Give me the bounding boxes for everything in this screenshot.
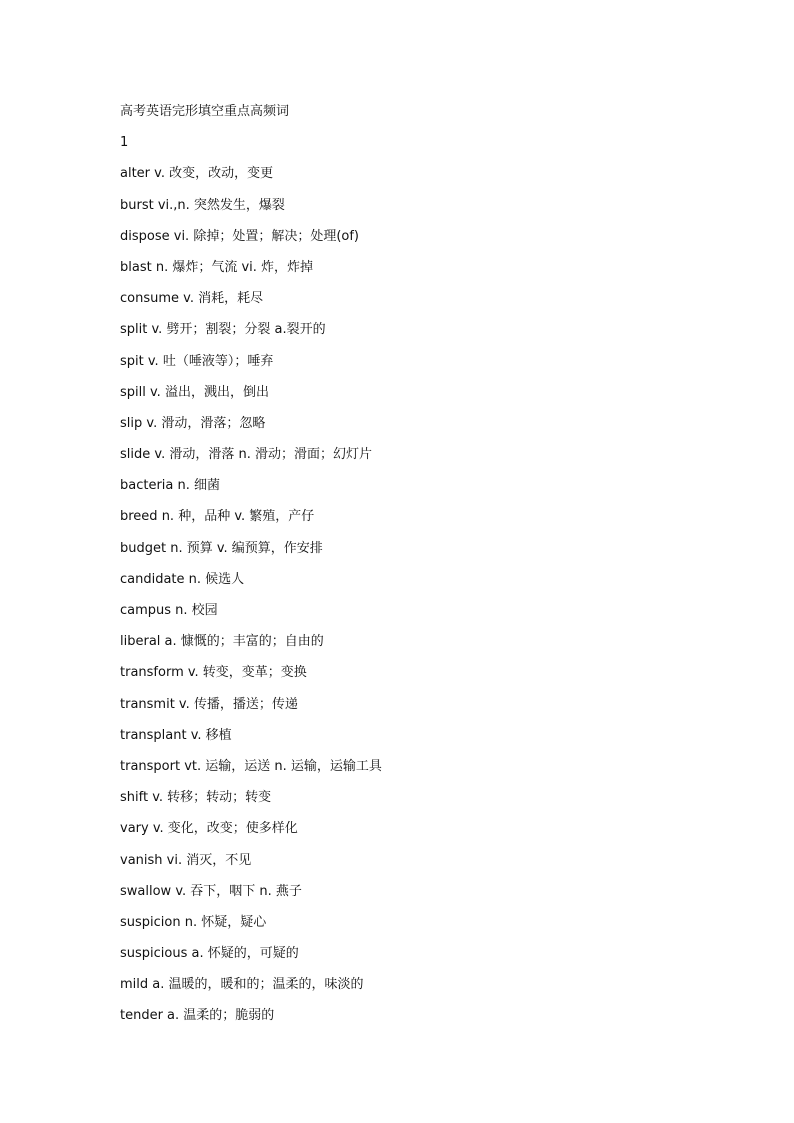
vocab-entry: transport vt. 运输，运送 n. 运输，运输工具 [120, 758, 382, 774]
vocab-entry: suspicion n. 怀疑，疑心 [120, 914, 267, 930]
vocab-entry: candidate n. 候选人 [120, 571, 245, 587]
vocab-entry: budget n. 预算 v. 编预算，作安排 [120, 540, 323, 556]
vocab-entry: slip v. 滑动，滑落；忽略 [120, 415, 266, 431]
document-content [120, 101, 720, 1037]
vocab-entry: bacteria n. 细菌 [120, 478, 221, 494]
vocab-entry: liberal a. 慷慨的；丰富的；自由的 [120, 634, 324, 650]
vocab-entry: spill v. 溢出，溅出，倒出 [120, 384, 269, 400]
vocab-entry: swallow v. 吞下，咽下 n. 燕子 [120, 883, 302, 899]
vocab-entry: alter v. 改变，改动，变更 [120, 166, 274, 182]
vocab-entry: suspicious a. 怀疑的，可疑的 [120, 946, 299, 962]
vocab-entry: dispose vi. 除掉；处置；解决；处理(of) [120, 228, 359, 244]
vocab-entry: shift v. 转移；转动；转变 [120, 790, 272, 806]
vocab-entry: campus n. 校园 [120, 603, 218, 618]
vocab-entry: spit v. 吐（唾液等）；唾弃 [120, 353, 274, 369]
vocab-entry: tender a. 温柔的；脆弱的 [120, 1008, 275, 1024]
vocab-entry: transplant v. 移植 [120, 727, 232, 743]
vocab-entry: blast n. 爆炸；气流 vi. 炸，炸掉 [120, 259, 314, 275]
section-number: 1 [120, 135, 129, 151]
vocab-entry: vanish vi. 消灭，不见 [120, 852, 252, 868]
vocab-entry: transform v. 转变，变革；变换 [120, 665, 307, 681]
vocab-entry: breed n. 种，品种 v. 繁殖，产仔 [120, 509, 315, 525]
vocab-entry: vary v. 变化，改变；使多样化 [120, 821, 298, 837]
vocab-entry: mild a. 温暖的，暖和的；温柔的，味淡的 [120, 977, 364, 993]
vocab-entry: transmit v. 传播，播送；传递 [120, 696, 298, 712]
vocab-entry: split v. 劈开；割裂；分裂 a.裂开的 [120, 322, 326, 338]
document-title: 高考英语完形填空重点高频词 [120, 104, 290, 119]
vocab-entry: burst vi.,n. 突然发生，爆裂 [120, 197, 285, 213]
vocab-entry: consume v. 消耗，耗尽 [120, 291, 264, 307]
vocab-entry: slide v. 滑动，滑落 n. 滑动；滑面；幻灯片 [120, 447, 372, 463]
